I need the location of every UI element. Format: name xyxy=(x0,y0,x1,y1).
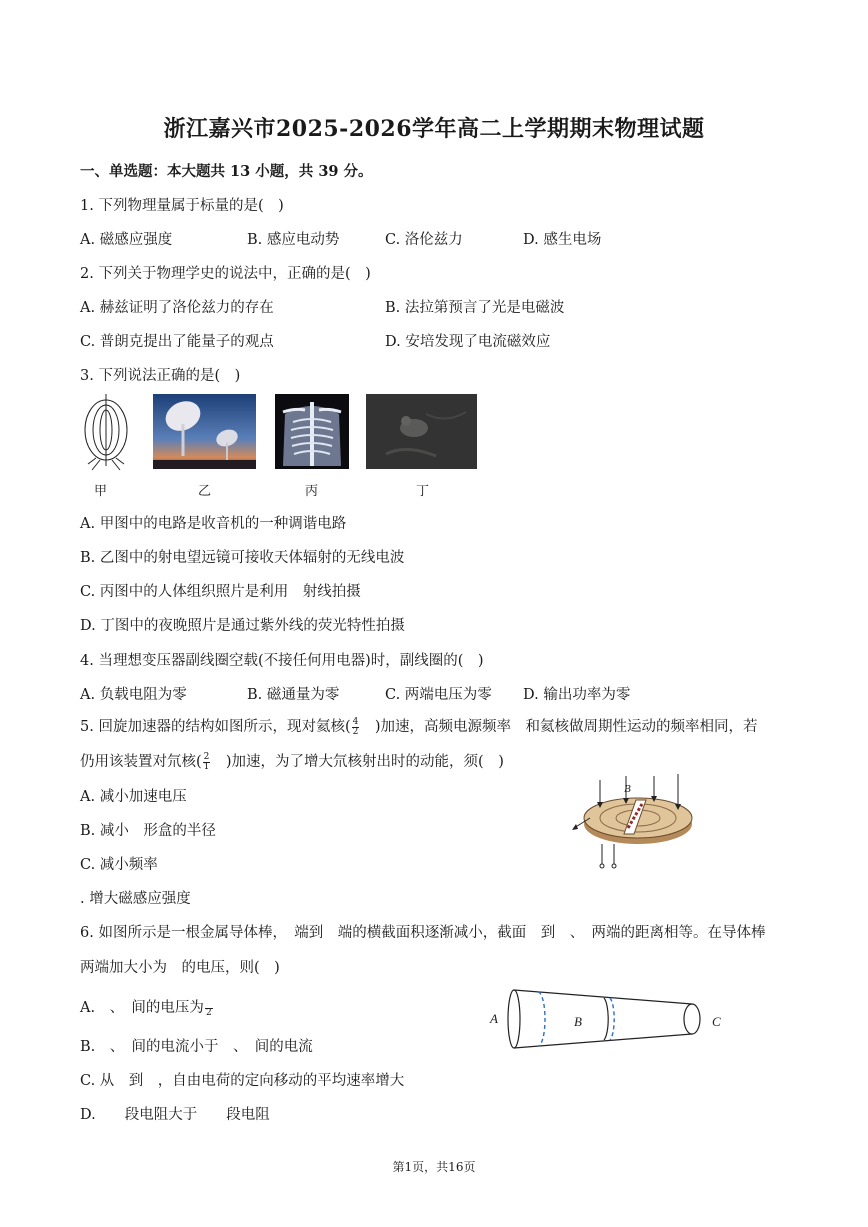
q3-option-c: C. 丙图中的人体组织照片是利用 射线拍摄 xyxy=(80,584,361,600)
q4-option-a: A. 负载电阻为零 xyxy=(80,687,187,703)
frac-denominator: 1 xyxy=(203,761,210,772)
label-a: A xyxy=(490,1011,498,1026)
q3-option-a: A. 甲图中的电路是收音机的一种调谐电路 xyxy=(80,516,347,532)
q1-option-c: C. 洛伦兹力 xyxy=(385,232,463,248)
frac-denominator: 2 xyxy=(205,1007,212,1018)
q6-option-a-text: A. 、 间的电压为 xyxy=(80,1000,204,1016)
frac-numerator xyxy=(205,999,213,1009)
figure-yi-radio-telescope xyxy=(153,394,256,469)
figure-jia-field-lines xyxy=(78,392,134,472)
q5-stem-part: )加速，为了增大氘核射出时的动能，须( ) xyxy=(211,754,504,770)
q1-option-d: D. 感生电场 xyxy=(523,232,602,248)
q5-option-a: A. 减小加速电压 xyxy=(80,789,187,805)
q5-option-c: C. 减小频率 xyxy=(80,857,158,873)
q1-option-b: B. 感应电动势 xyxy=(247,232,340,248)
q4-option-d: D. 输出功率为零 xyxy=(523,687,631,703)
q2-option-b: B. 法拉第预言了光是电磁波 xyxy=(385,300,565,316)
figure-conductor-rod xyxy=(486,982,732,1054)
q6-option-c: C. 从 到 ，自由电荷的定向移动的平均速率增大 xyxy=(80,1073,405,1089)
caption-yi: 乙 xyxy=(198,484,212,499)
question-3-stem: 3. 下列说法正确的是( ) xyxy=(80,368,241,384)
frac-numerator: 4 xyxy=(352,716,359,727)
question-2-stem: 2. 下列关于物理学史的说法中，正确的是( ) xyxy=(80,266,371,282)
deuteron-fraction xyxy=(203,753,211,772)
section-heading: 一、单选题：本大题共 13 小题，共 39 分。 xyxy=(80,163,373,180)
cyclotron-b-label: B xyxy=(624,783,631,795)
q2-option-c: C. 普朗克提出了能量子的观点 xyxy=(80,334,274,350)
figure-bing-xray-photo xyxy=(275,394,349,469)
q4-option-b: B. 磁通量为零 xyxy=(247,687,340,703)
caption-jia: 甲 xyxy=(94,484,108,499)
q4-option-c: C. 两端电压为零 xyxy=(385,687,492,703)
caption-ding: 丁 xyxy=(416,484,430,499)
voltage-fraction xyxy=(205,999,213,1018)
question-4-stem: 4. 当理想变压器副线圈空载(不接任何用电器)时，副线圈的( ) xyxy=(80,653,484,669)
helium-nucleus-fraction xyxy=(352,718,360,737)
q5-stem-part: )加速，高频电源频率 和氦核做周期性运动的频率相同，若 xyxy=(360,719,758,735)
question-5-stem-line-1 xyxy=(80,715,758,737)
question-6-stem-line-2: 两端加大小为 的电压，则( ) xyxy=(80,960,280,976)
question-1-stem: 1. 下列物理量属于标量的是( ) xyxy=(80,198,284,214)
q5-option-b: B. 减小 形盒的半径 xyxy=(80,823,216,839)
q6-option-b: B. 、 间的电流小于 、 间的电流 xyxy=(80,1039,313,1055)
q5-option-d: . 增大磁感应强度 xyxy=(80,891,191,907)
figure-ding-night-photo xyxy=(366,394,477,469)
frac-denominator: 2 xyxy=(352,726,359,737)
q2-option-d: D. 安培发现了电流磁效应 xyxy=(385,334,551,350)
q3-option-d: D. 丁图中的夜晚照片是通过紫外线的荧光特性拍摄 xyxy=(80,618,405,634)
question-5-stem-line-2 xyxy=(80,750,504,772)
question-6-stem-line-1: 6. 如图所示是一根金属导体棒， 端到 端的横截面积逐渐减小，截面 到 、 两端的距离相等。在导体棒 xyxy=(80,925,766,941)
caption-bing: 丙 xyxy=(305,484,319,499)
label-b: B xyxy=(574,1014,582,1029)
q5-stem-part: 5. 回旋加速器的结构如图所示，现对氦核( xyxy=(80,719,351,735)
q1-option-a: A. 磁感应强度 xyxy=(80,232,173,248)
q5-stem-part: 仍用该装置对氘核( xyxy=(80,754,202,770)
figure-cyclotron xyxy=(568,772,708,870)
q3-option-b: B. 乙图中的射电望远镜可接收天体辐射的无线电波 xyxy=(80,550,405,566)
page-footer: 第1页，共16页 xyxy=(392,1160,476,1174)
q2-option-a: A. 赫兹证明了洛伦兹力的存在 xyxy=(80,300,274,316)
q6-option-d: D. 段电阻大于 段电阻 xyxy=(80,1107,270,1123)
label-c: C xyxy=(712,1014,721,1029)
page-title: 浙江嘉兴市2025-2026学年高二上学期期末物理试题 xyxy=(163,116,705,142)
frac-numerator: 2 xyxy=(203,751,210,762)
q6-option-a xyxy=(80,996,214,1018)
